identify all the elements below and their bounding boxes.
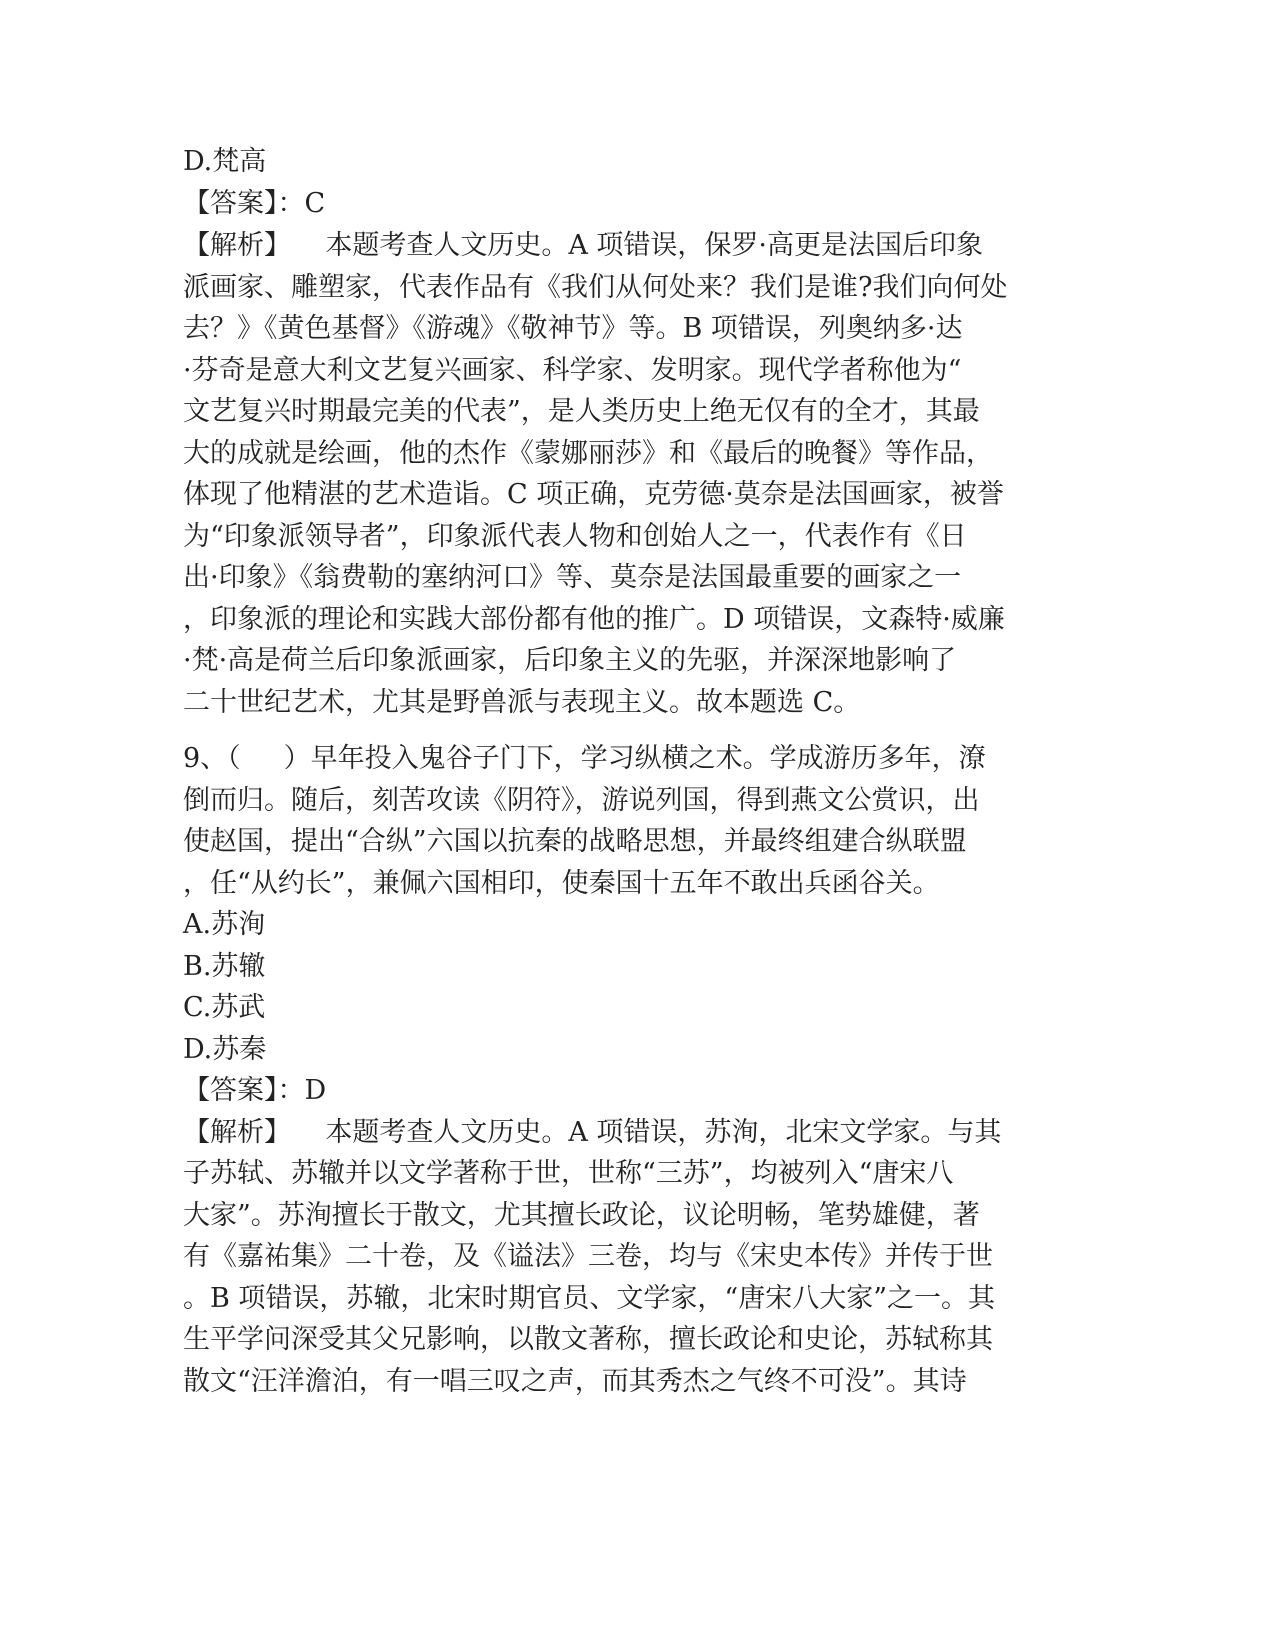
q9-analysis-line: 有《嘉祐集》二十卷，及《谥法》三卷，均与《宋史本传》并传于世 — [183, 1241, 993, 1272]
q9-analysis-line: 大家”。苏洵擅长于散文，尤其擅长政论，议论明畅，笔势雄健，著 — [183, 1200, 980, 1231]
q9-stem-line: 倒而归。随后，刻苦攻读《阴符》，游说列国，得到燕文公赏识，出 — [183, 785, 980, 816]
q9-analysis-line: 【解析】 本题考查人文历史。A 项错误，苏洵，北宋文学家。与其 — [183, 1117, 1002, 1148]
q9-analysis-line: 子苏轼、苏辙并以文学著称于世，世称“三苏”，均被列入“唐宋八 — [183, 1158, 954, 1189]
q8-analysis-line: 二十世纪艺术，尤其是野兽派与表现主义。故本题选 C。 — [183, 687, 861, 718]
q8-analysis-line: ·芬奇是意大利文艺复兴画家、科学家、发明家。现代学者称他为“ — [183, 355, 962, 386]
q9-option-c: C.苏武 — [183, 992, 266, 1023]
q9-option-a: A.苏洵 — [183, 909, 266, 940]
q8-answer: 【答案】：C — [183, 188, 326, 219]
q9-option-d: D.苏秦 — [183, 1034, 267, 1065]
q8-analysis-line: ，印象派的理论和实践大部份都有他的推广。D 项错误，文森特·威廉 — [183, 604, 1005, 635]
q8-analysis-line: 体现了他精湛的艺术造诣。C 项正确，克劳德·莫奈是法国画家，被誉 — [183, 479, 1004, 510]
q8-analysis-line: 为“印象派领导者”，印象派代表人物和创始人之一，代表作有《日 — [183, 521, 967, 552]
q8-analysis-line: 去？》《黄色基督》《游魂》《敬神节》等。B 项错误，列奥纳多·达 — [183, 313, 963, 344]
q8-option-d: D.梵高 — [183, 146, 267, 177]
q8-analysis-line: 派画家、雕塑家，代表作品有《我们从何处来？我们是谁?我们向何处 — [183, 272, 1008, 303]
q9-analysis-line: 散文“汪洋澹泊，有一唱三叹之声，而其秀杰之气终不可没”。其诗 — [183, 1366, 967, 1397]
q8-analysis-line: ·梵·高是荷兰后印象派画家，后印象主义的先驱，并深深地影响了 — [183, 645, 957, 676]
q8-analysis-line: 文艺复兴时期最完美的代表”，是人类历史上绝无仅有的全才，其最 — [183, 396, 980, 427]
q9-option-b: B.苏辙 — [183, 951, 266, 982]
q8-analysis-line: 出·印象》《翁费勒的塞纳河口》等、莫奈是法国最重要的画家之一 — [183, 562, 962, 593]
q9-analysis-line: 。B 项错误，苏辙，北宋时期官员、文学家，“唐宋八大家”之一。其 — [183, 1283, 996, 1314]
q9-stem-line: ，任“从约长”，兼佩六国相印，使秦国十五年不敢出兵函谷关。 — [183, 868, 940, 899]
q8-analysis-line: 大的成就是绘画，他的杰作《蒙娜丽莎》和《最后的晚餐》等作品， — [183, 438, 993, 469]
q8-analysis-line: 【解析】 本题考查人文历史。A 项错误，保罗·高更是法国后印象 — [183, 230, 983, 261]
q9-analysis-line: 生平学问深受其父兄影响，以散文著称，擅长政论和史论，苏轼称其 — [183, 1324, 993, 1355]
q9-stem-line: 使赵国，提出“合纵”六国以抗秦的战略思想，并最终组建合纵联盟 — [183, 826, 967, 857]
q9-answer: 【答案】：D — [183, 1075, 327, 1106]
q9-stem-line: 9、（ ）早年投入鬼谷子门下，学习纵横之术。学成游历多年，潦 — [183, 743, 986, 774]
